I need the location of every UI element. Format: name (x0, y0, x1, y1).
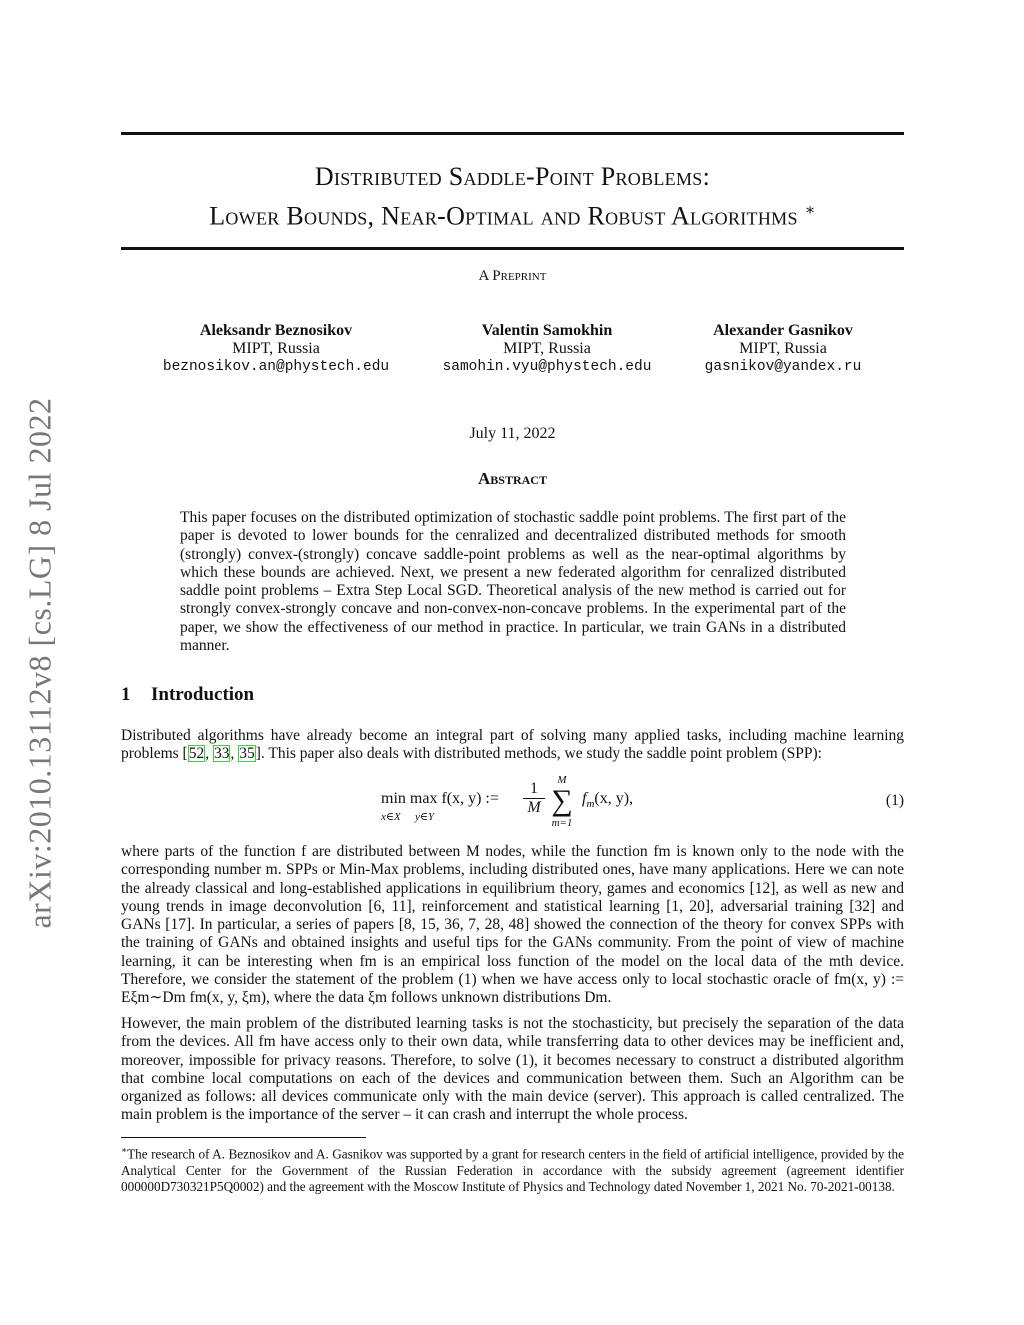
author-affiliation: MIPT, Russia (739, 340, 827, 357)
section-number: 1 (121, 684, 131, 705)
sum-symbol: ∑ (551, 784, 573, 817)
footnote (121, 1142, 904, 1196)
paper-date: July 11, 2022 (469, 425, 556, 442)
equation-lhs (381, 790, 499, 808)
preprint-label: A Preprint (478, 268, 547, 284)
fraction-numerator: 1 (530, 780, 538, 797)
footnote-text: The research of A. Beznosikov and A. Gasnikov was supported by a grant for research centers in the field of artificial intelligence, provided by the Analytical Center for the Government of the Russian Federation in accordance with the subsidy agreement (agreement identifier 000000D730321P5Q0002) and the agreement with the Moscow Institute of Physics and Technology dated November 1, 2021 No. 70-2021-00138. (121, 1146, 904, 1195)
title-line-1: Distributed Saddle-Point Problems: (314, 162, 711, 191)
author-email[interactable]: beznosikov.an@phystech.edu (162, 359, 390, 375)
equation-1 (121, 772, 904, 842)
section-title: Introduction (151, 684, 255, 705)
citation-link[interactable]: 35 (239, 745, 255, 763)
citation-link[interactable]: 33 (213, 745, 230, 763)
arxiv-id: arXiv:2010.13112v8 [cs.LG] 8 Jul 2022 (21, 396, 58, 929)
footnote-rule (121, 1137, 366, 1138)
rhs-function-subscript: m (586, 798, 595, 811)
abstract-text: This paper focuses on the distributed optimization of stochastic saddle point problems. The first part of the paper is devoted to lower bounds for the cenralized and decentralized distributed methods for smooth (strongly) convex-(strongly) concave saddle-point problems as well as the near-optimal algorithms by which these bounds are achieved. Next, we present a new federated algorithm for cenralized distributed saddle point problems – Extra Step Local SGD. Theoretical analysis of the new method is carried out for strongly convex-strongly concave and non-convex-non-concave problems. In the experimental part of the paper, we show the effectiveness of our method in practice. In particular, we train GANs in a distributed manner. (180, 509, 846, 655)
author-name: Alexander Gasnikov (713, 322, 853, 339)
intro-paragraph-1: Distributed algorithms have already become an integral part of solving many applied tasks, including machine learning problems [52, 33, 35]. This paper also deals with distributed methods, we study the saddle point problem (SPP): (121, 727, 904, 763)
paper-title (121, 160, 904, 234)
title-footnote-mark: ∗ (804, 202, 816, 219)
top-rule (121, 132, 904, 135)
equation-min-subscript: x∈X (381, 811, 401, 823)
rhs-function: f (582, 790, 587, 807)
abstract-heading: Abstract (478, 469, 547, 488)
author-name: Aleksandr Beznosikov (199, 322, 353, 339)
equation-number: (1) (885, 792, 904, 809)
equation-sum (544, 774, 580, 830)
citation-link[interactable]: 52 (188, 745, 205, 763)
equation-lhs-text: min max f(x, y) := (381, 790, 499, 807)
equation-fraction (523, 780, 545, 817)
equation-max-subscript: y∈Y (415, 811, 435, 823)
author-block-1 (126, 322, 426, 376)
author-email[interactable]: samohin.vyu@phystech.edu (442, 359, 652, 375)
intro-paragraph-2: where parts of the function f are distributed between M nodes, while the function fm is known only to the node with the corresponding number m. SPPs or Min-Max problems, including distributed ones, have many applications. Here we can note the already classical and long-established applications in equilibrium theory, games and economics [12], as well as new and young trends in image deconvolution [6, 11], reinforcement and statistical learning [1, 20], adversarial training [32] and GANs [17]. In particular, a series of papers [8, 15, 36, 7, 28, 48] showed the connection of the theory for convex SPPs with the training of GANs and obtained insights and useful tips for the GANs community. From the point of view of machine learning, it can be interesting when fm is an empirical loss function of the model on the local data of the mth device. Therefore, we consider the statement of the problem (1) when we have access only to local stochastic oracle of fm(x, y) := Eξm∼Dm fm(x, y, ξm), where the data ξm follows unknown distributions Dm. (121, 843, 904, 1007)
footnote-mark: ∗ (121, 1145, 128, 1155)
intro-p1-text-b: ]. This paper also deals with distributed methods, we study the saddle point problem (SPP): (255, 745, 822, 763)
section-heading-introduction (121, 684, 254, 706)
sum-lower-limit: m=1 (551, 817, 573, 829)
bottom-title-rule (121, 247, 904, 250)
title-line-2 (121, 194, 904, 234)
equation-rhs (582, 790, 633, 810)
author-block-3 (633, 322, 933, 376)
fraction-denominator: M (523, 798, 545, 817)
author-affiliation: MIPT, Russia (232, 340, 320, 357)
author-affiliation: MIPT, Russia (503, 340, 591, 357)
arxiv-sidebar-stamp (0, 0, 80, 1325)
intro-p1-text-a: Distributed algorithms have already become an integral part of solving many applied tasks, including machine learning problems [ (121, 727, 904, 763)
sum-upper-limit: M (557, 774, 567, 786)
title-line-2-text: Lower Bounds, Near-Optimal and Robust Algorithms (209, 201, 798, 231)
author-name: Valentin Samokhin (481, 322, 613, 339)
author-email[interactable]: gasnikov@yandex.ru (704, 359, 862, 375)
intro-paragraph-3: However, the main problem of the distributed learning tasks is not the stochasticity, but precisely the separation of the data from the devices. All fm have access only to their own data, while transferring data to other devices may be inefficient and, moreover, impossible for privacy reasons. Therefore, to solve (1), it becomes necessary to construct a distributed algorithm that combine local computations on each of the devices and communication between them. Such an Algorithm can be organized as follows: all devices communicate only with the main device (server). This approach is called centralized. The main problem is the importance of the server – it can crash and interrupt the whole process. (121, 1015, 904, 1124)
rhs-arguments: (x, y), (594, 790, 634, 807)
